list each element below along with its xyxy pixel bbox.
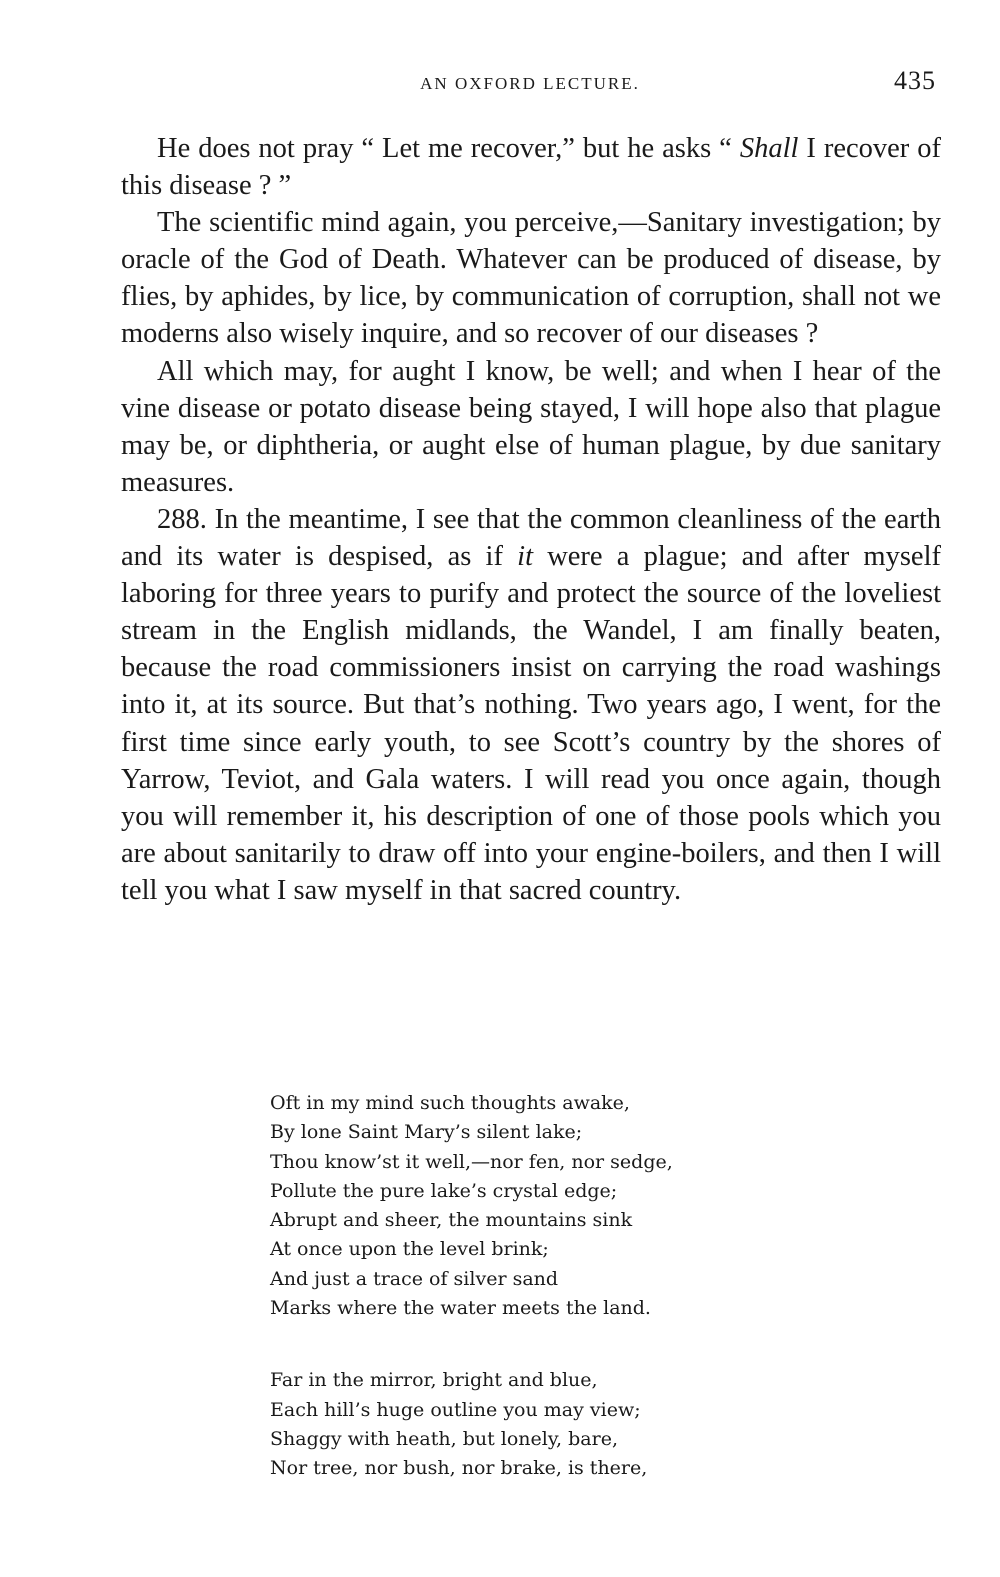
poem-line: Far in the mirror, bright and blue, (270, 1369, 598, 1392)
italic-text: Shall (739, 133, 799, 164)
poem-line: Each hill’s huge outline you may view; (270, 1398, 641, 1421)
paragraph (121, 130, 941, 204)
paragraph-text: He does not pray “ Let me recover,” but he asks “ (157, 133, 740, 164)
page-number: 435 (894, 66, 936, 95)
paragraph-text: All which may, for aught I know, be well; and when I hear of the vine disease or potato disease being stayed, I will hope also that plague may be, or diphtheria, or aught else of human plague, by due sanitary measures. (121, 355, 941, 498)
poem-quotation (270, 1089, 870, 1527)
poem-line: And just a trace of silver sand (270, 1267, 559, 1290)
poem-stanza (270, 1089, 870, 1323)
poem-line: Shaggy with heath, but lonely, bare, (270, 1427, 618, 1450)
poem-stanza (270, 1366, 870, 1483)
body-text (121, 130, 941, 909)
poem-line: At once upon the level brink; (270, 1238, 549, 1261)
paragraph-text: I recover of this disease ? ” (121, 133, 941, 202)
poem-line: Pollute the pure lake’s crystal edge; (270, 1179, 618, 1202)
poem-line: Thou know’st it well,—nor fen, nor sedge, (270, 1150, 673, 1173)
running-title: AN OXFORD LECTURE. (420, 74, 640, 93)
paragraph (121, 353, 941, 501)
paragraph (121, 204, 941, 352)
poem-line: Marks where the water meets the land. (270, 1297, 651, 1320)
paragraph-text: 288. In the meantime, I see that the common cleanliness of the earth and its water is despised, as if (121, 503, 941, 573)
poem-line: By lone Saint Mary’s silent lake; (270, 1121, 583, 1144)
paragraph (121, 501, 941, 909)
poem-line: Abrupt and sheer, the mountains sink (270, 1209, 633, 1232)
running-header (120, 66, 940, 106)
poem-line: Oft in my mind such thoughts awake, (270, 1092, 630, 1114)
paragraph-text: were a plague; and after myself laboring for three years to purify and protect the source of the loveliest stream in the English midlands, the Wandel, I am finally beaten, because the road commissioners insist on carrying the road washings into it, at its source. But that’s nothing. Two years ago, I went, for the first time since early youth, to see Scott’s country by the shores of Yarrow, Teviot, and Gala waters. I will read you once again, though you will remember it, his description of one of those pools which you are about sanitarily to draw off into your engine-boilers, and then I will tell you what I saw myself in that sacred country. (121, 541, 941, 906)
poem-line: Nor tree, nor bush, nor brake, is there, (270, 1457, 648, 1480)
paragraph-text: The scientific mind again, you perceive,—Sanitary investigation; by oracle of the God of Death. Whatever can be produced of disease, by flies, by aphides, by lice, by communication of corruption, shall not we moderns also wisely inquire, and so recover of our diseases ? (121, 207, 941, 350)
italic-text: it (517, 541, 533, 573)
